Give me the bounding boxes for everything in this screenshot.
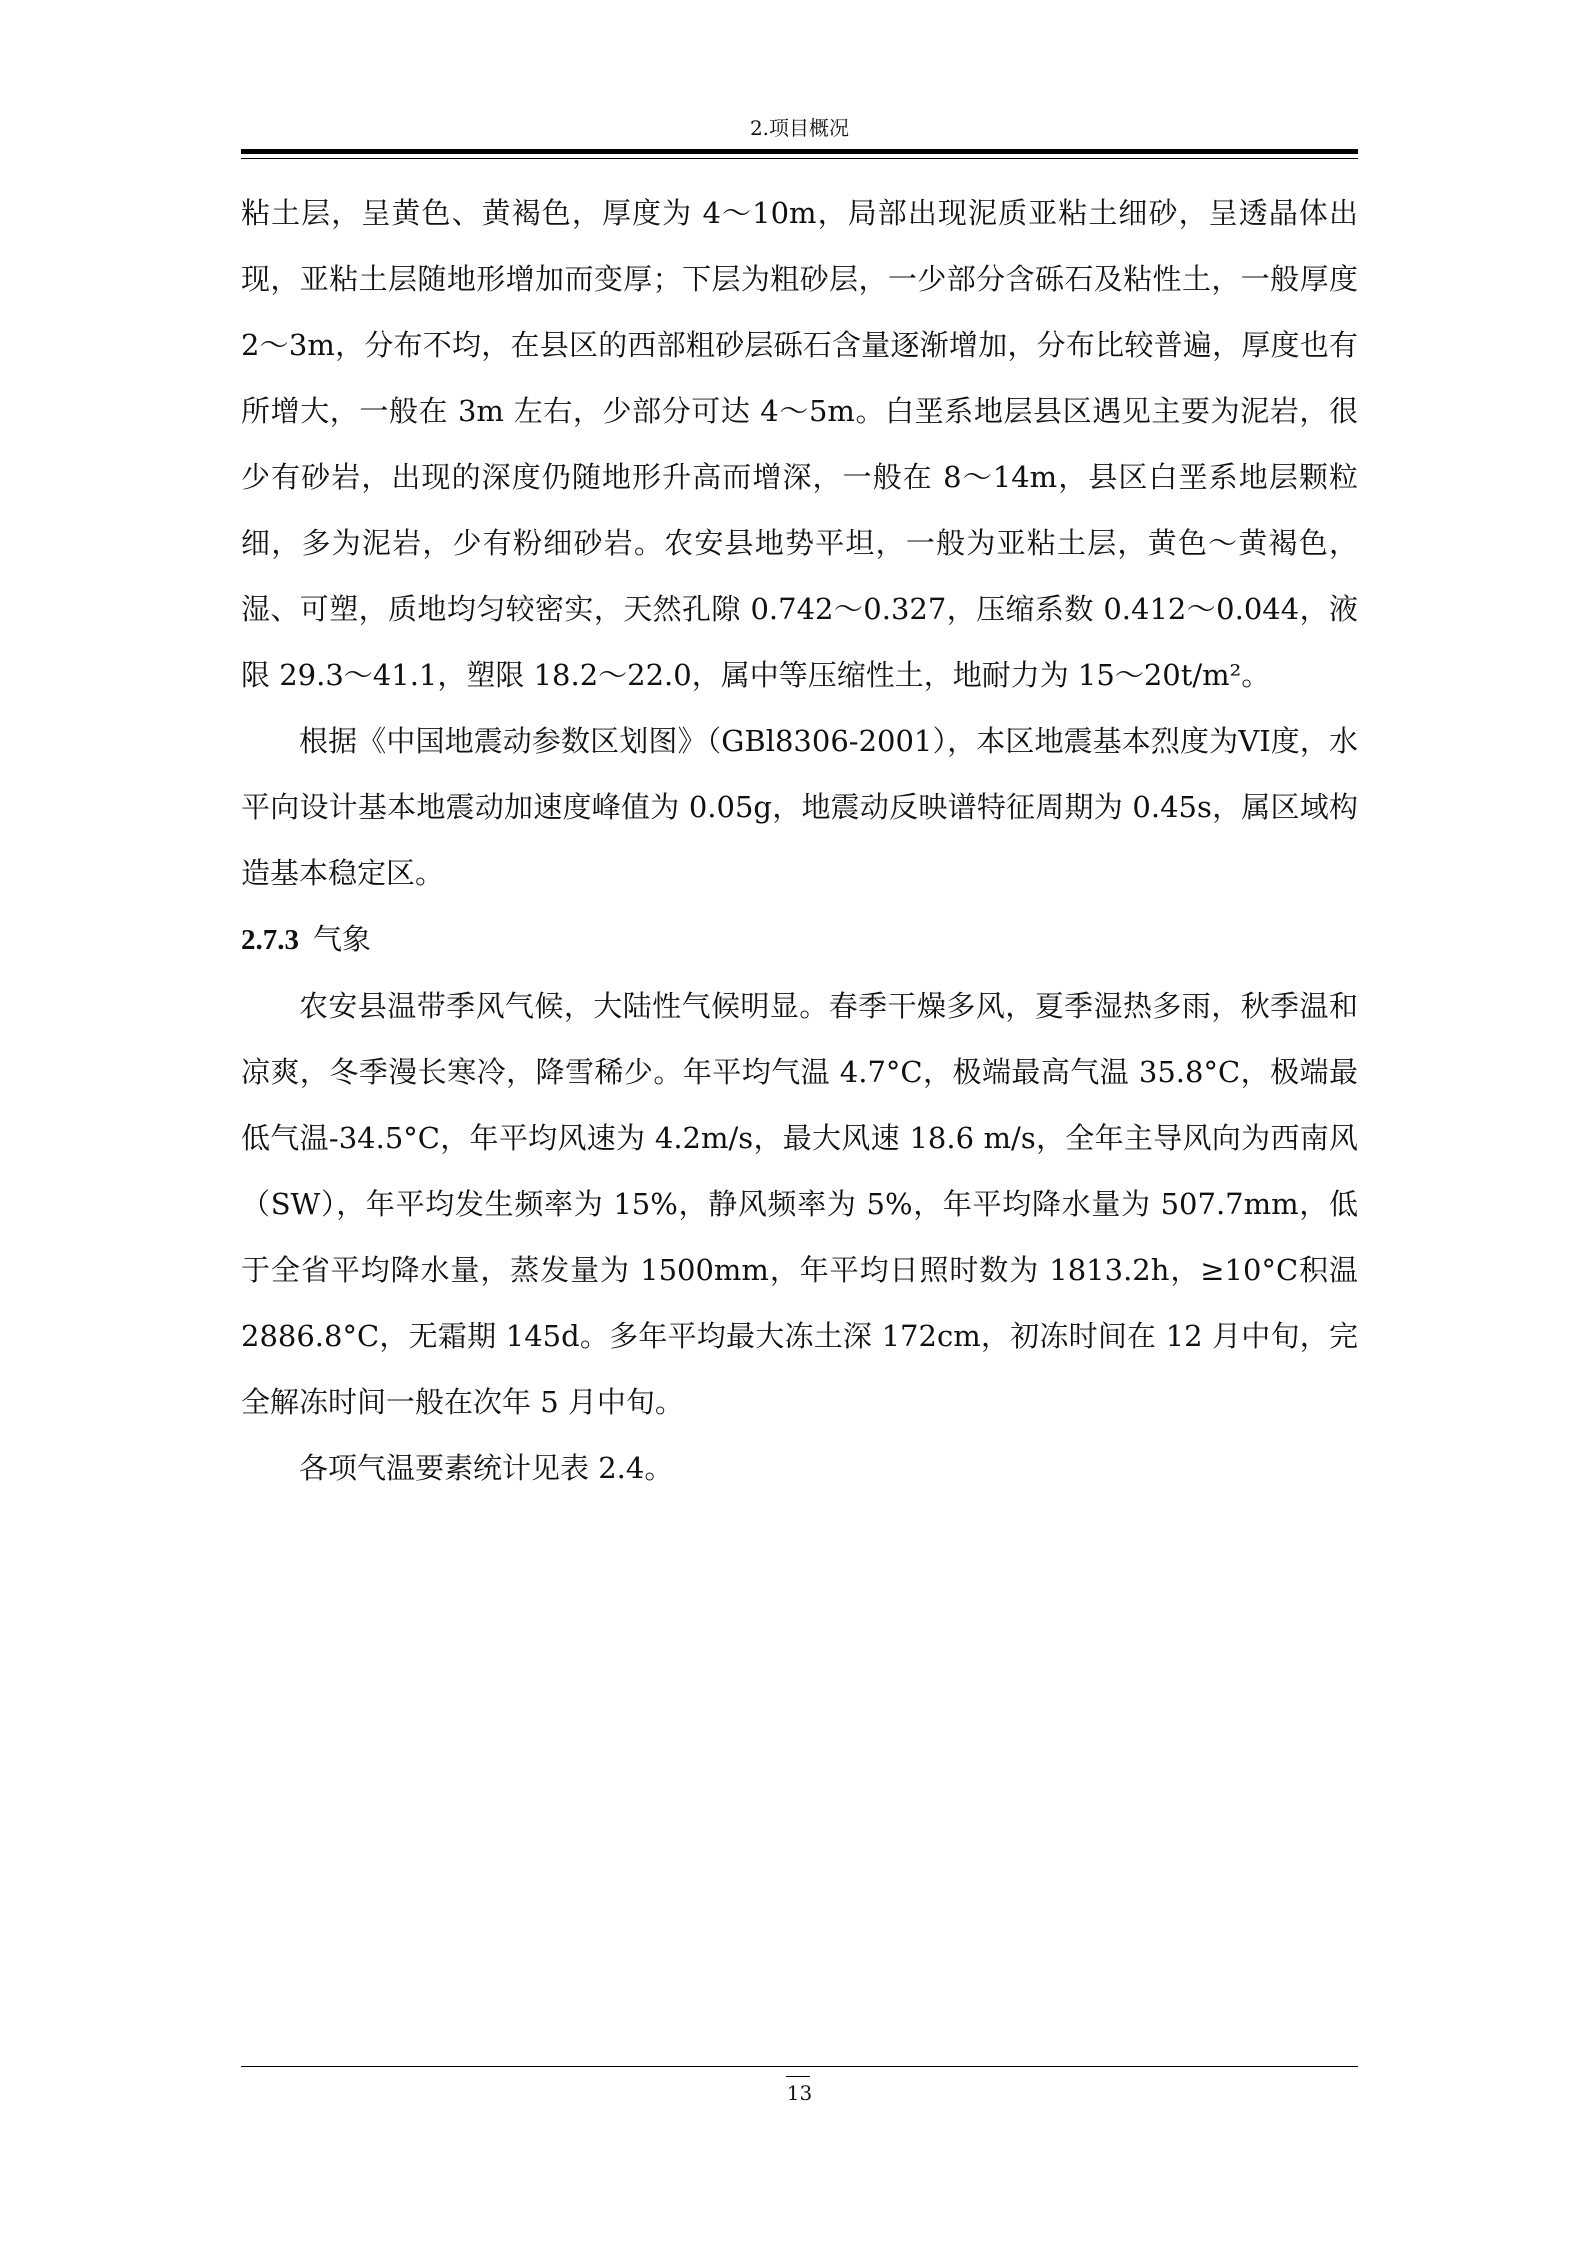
footer-rule	[241, 2066, 1358, 2067]
page-number-bar	[786, 2076, 810, 2077]
document-body	[241, 180, 1358, 1501]
page-number: 13	[786, 2081, 813, 2105]
header-rule-thick	[241, 149, 1358, 154]
section-number: 2.7.3	[241, 924, 299, 956]
paragraph-seismic: 根据《中国地震动参数区划图》（GBl8306-2001），本区地震基本烈度为VI度，水平向设计基本地震动加速度峰值为 0.05g，地震动反映谱特征周期为 0.45s，属区域构造基本稳定区。	[241, 724, 1358, 890]
section-heading	[241, 906, 1358, 973]
paragraph-table-ref: 各项气温要素统计见表 2.4。	[299, 1451, 674, 1485]
header-rule-thin	[241, 158, 1358, 159]
paragraph-climate: 农安县温带季风气候，大陆性气候明显。春季干燥多风，夏季湿热多雨，秋季温和凉爽，冬季漫长寒冷，降雪稀少。年平均气温 4.7°C，极端最高气温 35.8°C，极端最低气温-34.5°C，年平均风速为 4.2m/s，最大风速 18.6 m/s，全年主导风向为西南风（SW），年平均发生频率为 15%，静风频率为 5%，年平均降水量为 507.7mm，低于全省平均降水量，蒸发量为 1500mm，年平均日照时数为 1813.2h，≥10°C积温 2886.8°C，无霜期 145d。多年平均最大冻土深 172cm，初冻时间在 12 月中旬，完全解冻时间一般在次年 5 月中旬。	[241, 989, 1358, 1419]
paragraph-geology: 粘土层，呈黄色、黄褐色，厚度为 4～10m，局部出现泥质亚粘土细砂，呈透晶体出现，亚粘土层随地形增加而变厚；下层为粗砂层，一少部分含砾石及粘性土，一般厚度 2～3m，分布不均，在县区的西部粗砂层砾石含量逐渐增加，分布比较普遍，厚度也有所增大，一般在 3m 左右，少部分可达 4～5m。白垩系地层县区遇见主要为泥岩，很少有砂岩，出现的深度仍随地形升高而增深，一般在 8～14m，县区白垩系地层颗粒细，多为泥岩，少有粉细砂岩。农安县地势平坦，一般为亚粘土层，黄色～黄褐色，湿、可塑，质地均匀较密实，天然孔隙 0.742～0.327，压缩系数 0.412～0.044，液限 29.3～41.1，塑限 18.2～22.0，属中等压缩性土，地耐力为 15～20t/m²。	[241, 196, 1358, 692]
section-title: 气象	[313, 922, 372, 956]
running-header: 2.项目概况	[749, 116, 850, 140]
